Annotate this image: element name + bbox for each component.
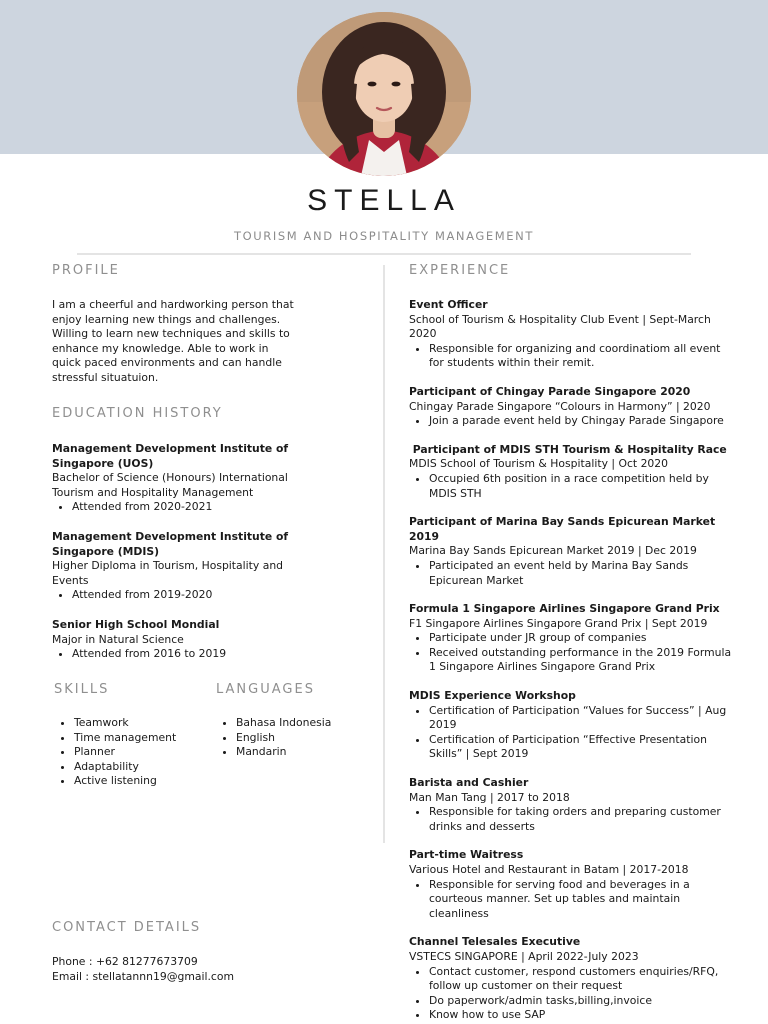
skills-list xyxy=(54,716,204,789)
profile-text: I am a cheerful and hardworking person that enjoy learning new things and challenges. Willing to learn new techniques and skills to enhance my knowledge. Able to work in quick paced environments and can handle stressful situatuion. xyxy=(52,298,294,384)
job-meta: Marina Bay Sands Epicurean Market 2019 | Dec 2019 xyxy=(409,544,697,558)
job-bullet: • Join a parade event held by Chingay Parade Singapore xyxy=(429,414,734,429)
contact-email: Email : stellatannn19@gmail.com xyxy=(52,969,234,983)
job-entry xyxy=(409,776,734,834)
job-bullet: • Do paperwork/admin tasks,billing,invoice xyxy=(429,994,734,1009)
skill-item: • Teamwork xyxy=(74,716,204,731)
job-entry xyxy=(409,689,734,762)
job-entry xyxy=(409,443,734,501)
education-item xyxy=(52,618,297,662)
job-title: Participant of Marina Bay Sands Epicurean Market 2019 xyxy=(409,515,716,543)
job-entry xyxy=(409,935,734,1023)
column-divider xyxy=(383,265,385,843)
job-bullet: • Responsible for taking orders and preparing customer drinks and desserts xyxy=(429,805,734,834)
job-title: MDIS Experience Workshop xyxy=(409,689,576,703)
language-item: • Bahasa Indonesia xyxy=(236,716,366,731)
language-item: • English xyxy=(236,731,366,746)
job-meta: Chingay Parade Singapore “Colours in Harmony” | 2020 xyxy=(409,399,711,413)
skill-item: • Adaptability xyxy=(74,760,204,775)
education-item xyxy=(52,442,297,515)
job-title: Participant of Chingay Parade Singapore 2020 xyxy=(409,384,691,398)
profile-photo xyxy=(297,12,471,176)
skill-item: • Time management xyxy=(74,731,204,746)
experience-heading: EXPERIENCE xyxy=(409,263,511,278)
job-bullet: • Participate under JR group of companies xyxy=(429,631,734,646)
skill-item: • Active listening xyxy=(74,774,204,789)
education-period: • Attended from 2020-2021 xyxy=(72,500,297,515)
education-degree: Bachelor of Science (Honours) International Tourism and Hospitality Management xyxy=(52,471,288,499)
candidate-title: TOURISM AND HOSPITALITY MANAGEMENT xyxy=(233,229,534,243)
job-title: Formula 1 Singapore Airlines Singapore Grand Prix xyxy=(409,602,720,616)
languages-list xyxy=(216,716,366,760)
job-bullet: • Participated an event held by Marina Bay Sands Epicurean Market xyxy=(429,559,734,588)
job-entry xyxy=(409,515,734,588)
skill-item: • Planner xyxy=(74,745,204,760)
job-bullet: • Know how to use SAP xyxy=(429,1008,734,1023)
contact-heading: CONTACT DETAILS xyxy=(52,920,202,935)
education-school: Management Development Institute of Singapore (UOS) xyxy=(52,442,289,470)
job-entry xyxy=(409,385,734,429)
contact-details xyxy=(52,955,312,984)
profile-heading: PROFILE xyxy=(52,263,120,278)
job-title: Participant of MDIS STH Tourism & Hospitality Race xyxy=(409,442,727,456)
job-title: Part-time Waitress xyxy=(409,848,524,862)
education-school: Senior High School Mondial xyxy=(52,618,220,631)
skills-heading: SKILLS xyxy=(54,682,110,697)
job-title: Barista and Cashier xyxy=(409,776,529,790)
candidate-name: STELLA xyxy=(307,184,461,217)
job-bullet: • Occupied 6th position in a race competition held by MDIS STH xyxy=(429,472,734,501)
job-meta: F1 Singapore Airlines Singapore Grand Prix | Sept 2019 xyxy=(409,616,708,630)
job-meta: School of Tourism & Hospitality Club Event | Sept-March 2020 xyxy=(409,312,711,341)
education-school: Management Development Institute of Singapore (MDIS) xyxy=(52,530,289,558)
header-divider xyxy=(77,253,691,255)
job-entry xyxy=(409,848,734,921)
contact-phone: Phone : +62 81277673709 xyxy=(52,955,198,968)
education-period: • Attended from 2016 to 2019 xyxy=(72,647,297,662)
job-meta: Various Hotel and Restaurant in Batam | 2017-2018 xyxy=(409,863,689,876)
job-entry xyxy=(409,298,734,371)
education-item xyxy=(52,530,297,603)
job-entry xyxy=(409,602,734,675)
education-heading: EDUCATION HISTORY xyxy=(52,406,223,421)
job-bullet: • Received outstanding performance in the 2019 Formula 1 Singapore Airlines Singapore Grand Prix xyxy=(429,646,734,675)
education-degree: Higher Diploma in Tourism, Hospitality and Events xyxy=(52,559,284,587)
job-bullet: • Certification of Participation “Effective Presentation Skills” | Sept 2019 xyxy=(429,733,734,762)
job-title: Channel Telesales Executive xyxy=(409,935,581,949)
job-bullet: • Certification of Participation “Values for Success” | Aug 2019 xyxy=(429,704,734,733)
education-period: • Attended from 2019-2020 xyxy=(72,588,297,603)
job-bullet: • Responsible for serving food and beverages in a courteous manner. Set up tables and maintain cleanliness xyxy=(429,878,734,922)
job-bullet: • Contact customer, respond customers enquiries/RFQ, follow up customer on their request xyxy=(429,965,734,994)
job-meta: VSTECS SINGAPORE | April 2022-July 2023 xyxy=(409,949,639,963)
job-bullet: • Responsible for organizing and coordinatiom all event for students within their remit. xyxy=(429,342,734,371)
language-item: • Mandarin xyxy=(236,745,366,760)
job-meta: MDIS School of Tourism & Hospitality | Oct 2020 xyxy=(409,457,669,471)
experience-list xyxy=(409,298,734,1023)
languages-heading: LANGUAGES xyxy=(216,682,315,697)
education-degree: Major in Natural Science xyxy=(52,632,184,646)
job-title: Event Officer xyxy=(409,298,488,311)
job-meta: Man Man Tang | 2017 to 2018 xyxy=(409,790,570,804)
